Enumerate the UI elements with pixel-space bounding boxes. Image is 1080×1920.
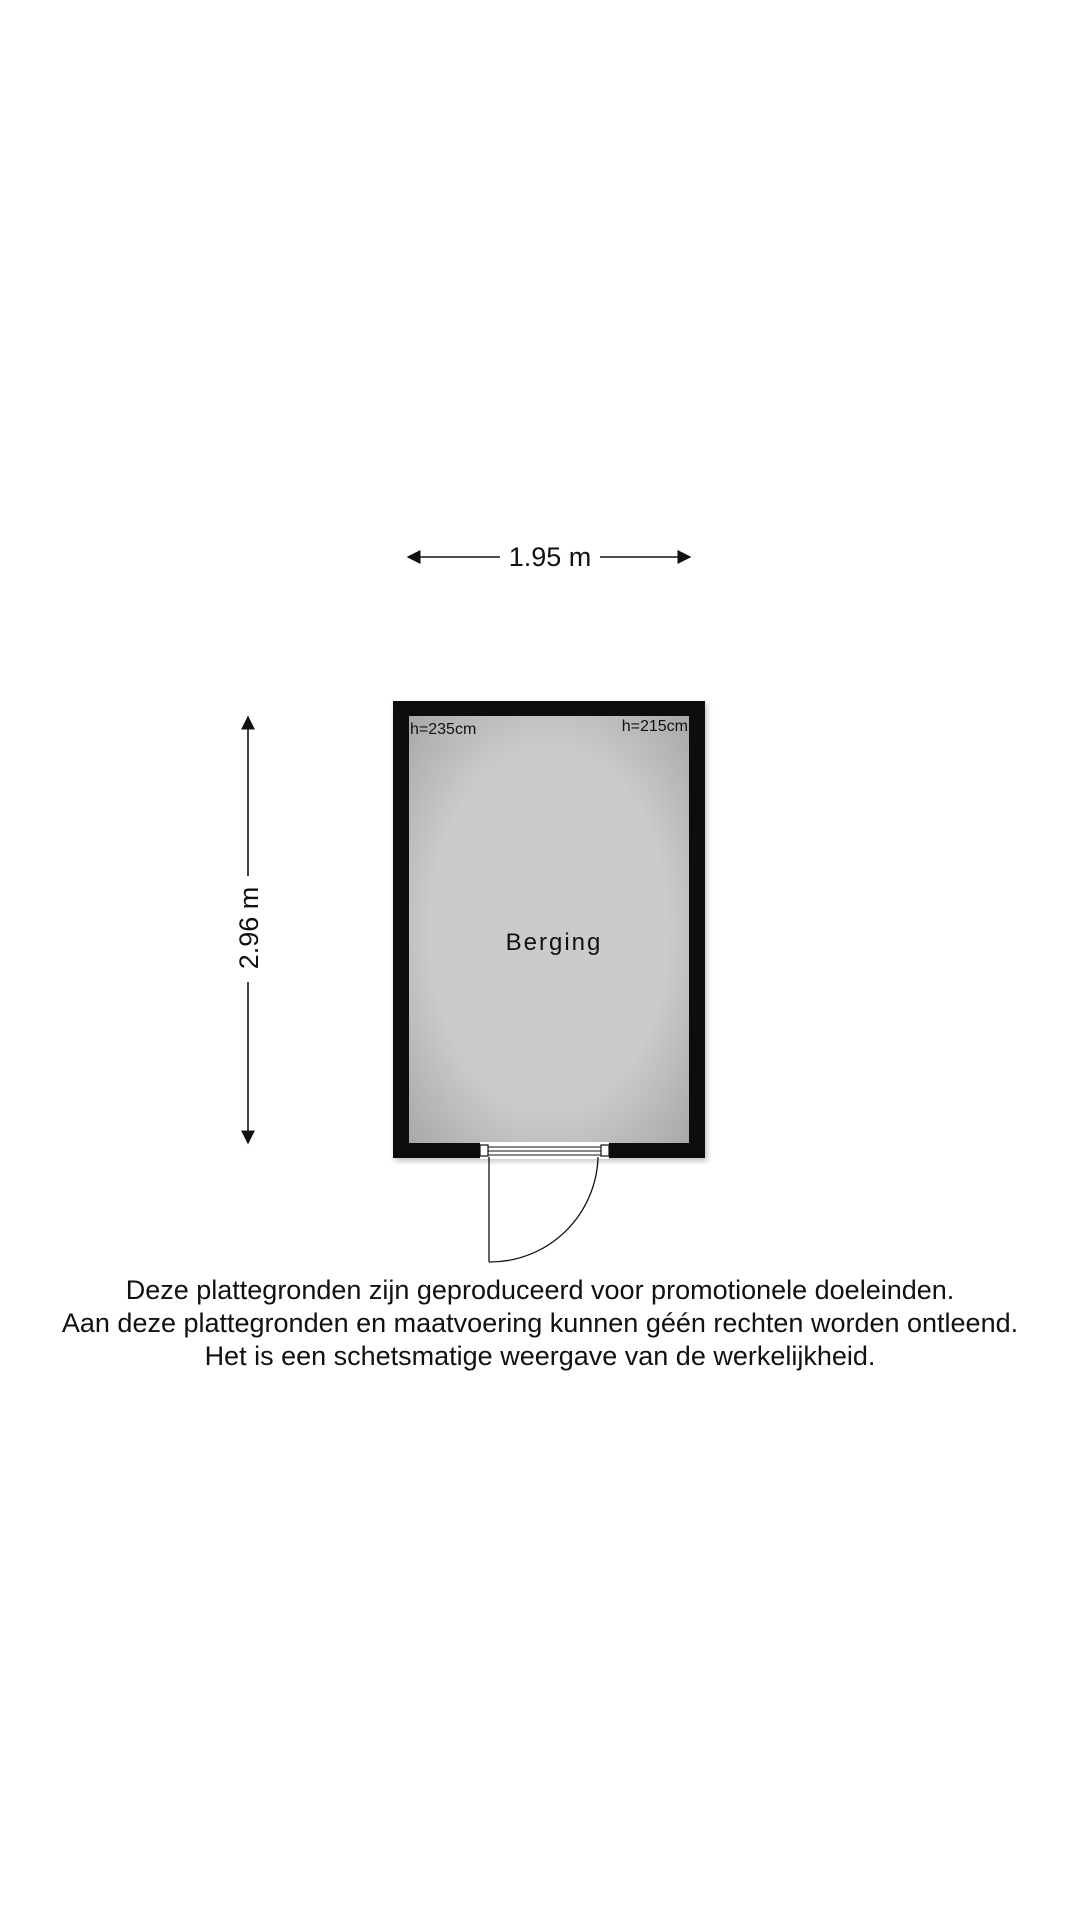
- ceiling-height-right-label: h=215cm: [621, 718, 688, 735]
- width-dimension: [408, 542, 690, 572]
- disclaimer-line-3: Het is een schetsmatige weergave van de werkelijkheid.: [204, 1341, 876, 1371]
- door-swing-arc: [489, 1157, 598, 1262]
- depth-dimension-label: 2.96 m: [234, 886, 264, 970]
- ceiling-height-left-label: h=235cm: [410, 721, 477, 738]
- disclaimer-text: [0, 1274, 1080, 1373]
- room-name-label: Berging: [505, 929, 603, 956]
- disclaimer-line-1: Deze plattegronden zijn geproduceerd voor promotionele doeleinden.: [125, 1275, 955, 1305]
- disclaimer-line-2: Aan deze plattegronden en maatvoering kunnen géén rechten worden ontleend.: [61, 1308, 1019, 1338]
- door-frame-right: [601, 1145, 609, 1156]
- door-frame-left: [480, 1145, 488, 1156]
- width-dimension-label: 1.95 m: [508, 542, 592, 572]
- door: [480, 1142, 609, 1262]
- depth-dimension: [234, 717, 264, 1143]
